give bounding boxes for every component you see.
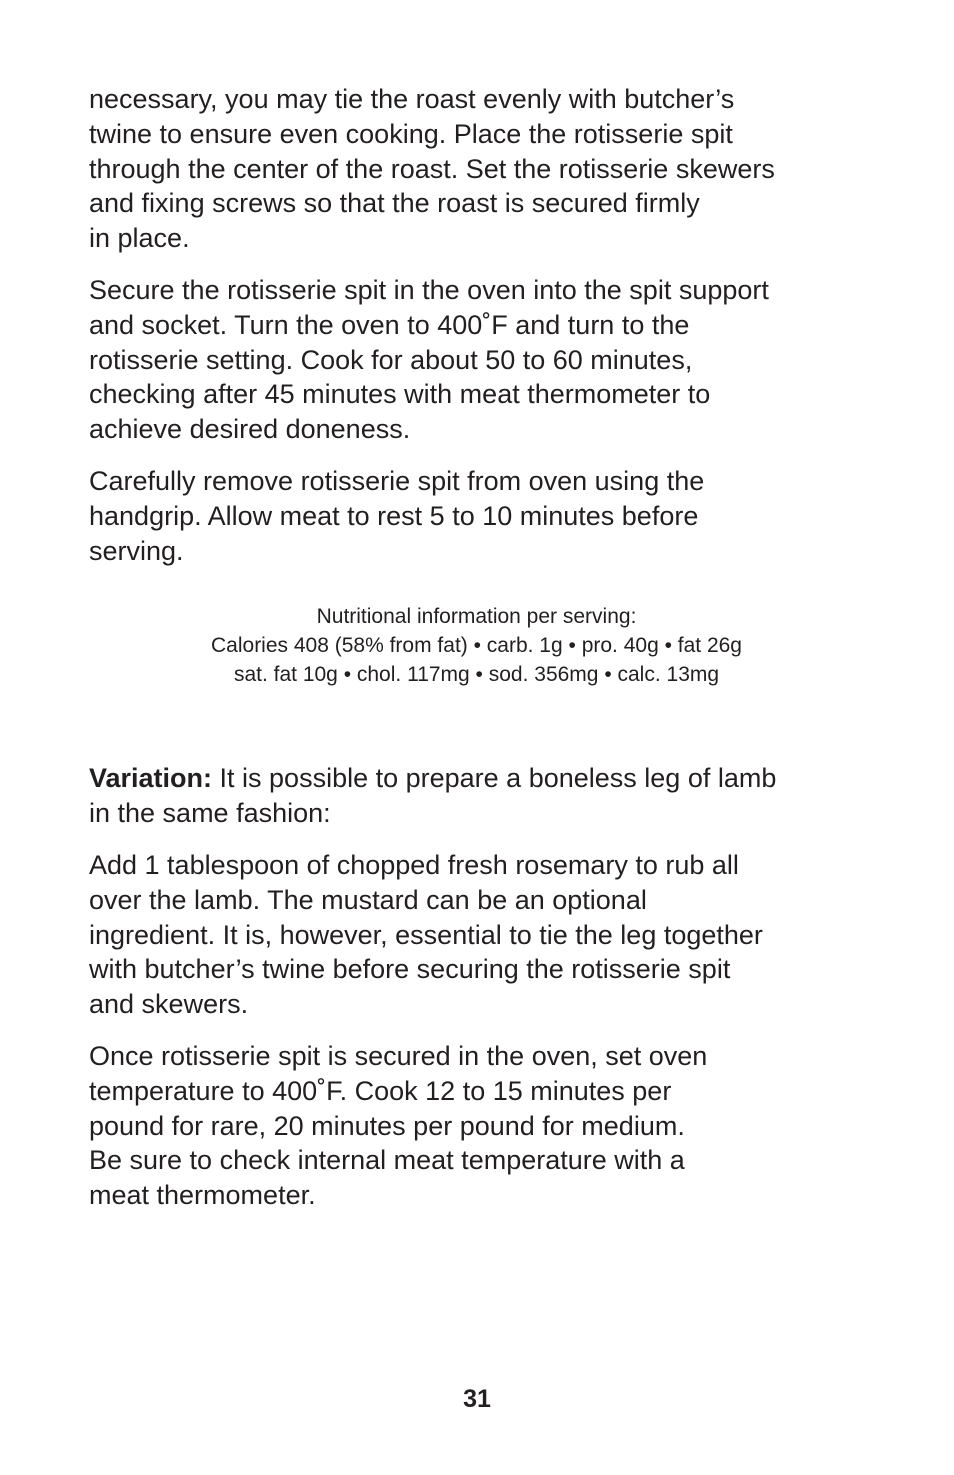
page-content (89, 82, 879, 1230)
paragraph-lamb-cooking: Once rotisserie spit is secured in the oven, set oven temperature to 400˚F. Cook 12 to 15 minutes per pound for rare, 20 minutes per pound for medium. Be sure to check internal meat temperature with a meat thermometer. (89, 1040, 708, 1211)
paragraph-lamb-rosemary: Add 1 tablespoon of chopped fresh rosemary to rub all over the lamb. The mustard can be an optional ingredient. It is, however, essential to tie the leg together with butcher’s twine before securing the rotisserie spit and skewers. (89, 849, 763, 1020)
nutrition-line-1: Calories 408 (58% from fat) • carb. 1g • pro. 40g • fat 26g (211, 634, 742, 658)
nutrition-line-2: sat. fat 10g • chol. 117mg • sod. 356mg • calc. 13mg (233, 663, 720, 687)
nutrition-info (89, 602, 864, 689)
paragraph-resting: Carefully remove rotisserie spit from oven using the handgrip. Allow meat to rest 5 to 10 minutes before serving. (89, 465, 705, 566)
paragraph-rotisserie-cooking: Secure the rotisserie spit in the oven into the spit support and socket. Turn the oven to 400˚F and turn to the rotisserie setting. Cook for about 50 to 60 minutes, checking after 45 minutes with meat thermometer to achieve desired doneness. (89, 274, 769, 445)
nutrition-heading: Nutritional information per serving: (316, 605, 637, 629)
paragraph-roast-tying: necessary, you may tie the roast evenly with butcher’s twine to ensure even cooking. Place the rotisserie spit through the center of the roast. Set the rotisserie skewers and fixing screws so that the roast is secured firmly in place. (89, 84, 775, 254)
variation-text: It is possible to prepare a boneless leg of lamb in the same fashion: (89, 763, 777, 829)
page-number: 31 (463, 1385, 491, 1413)
variation-label: Variation: (89, 763, 213, 794)
paragraph-variation (89, 761, 879, 831)
